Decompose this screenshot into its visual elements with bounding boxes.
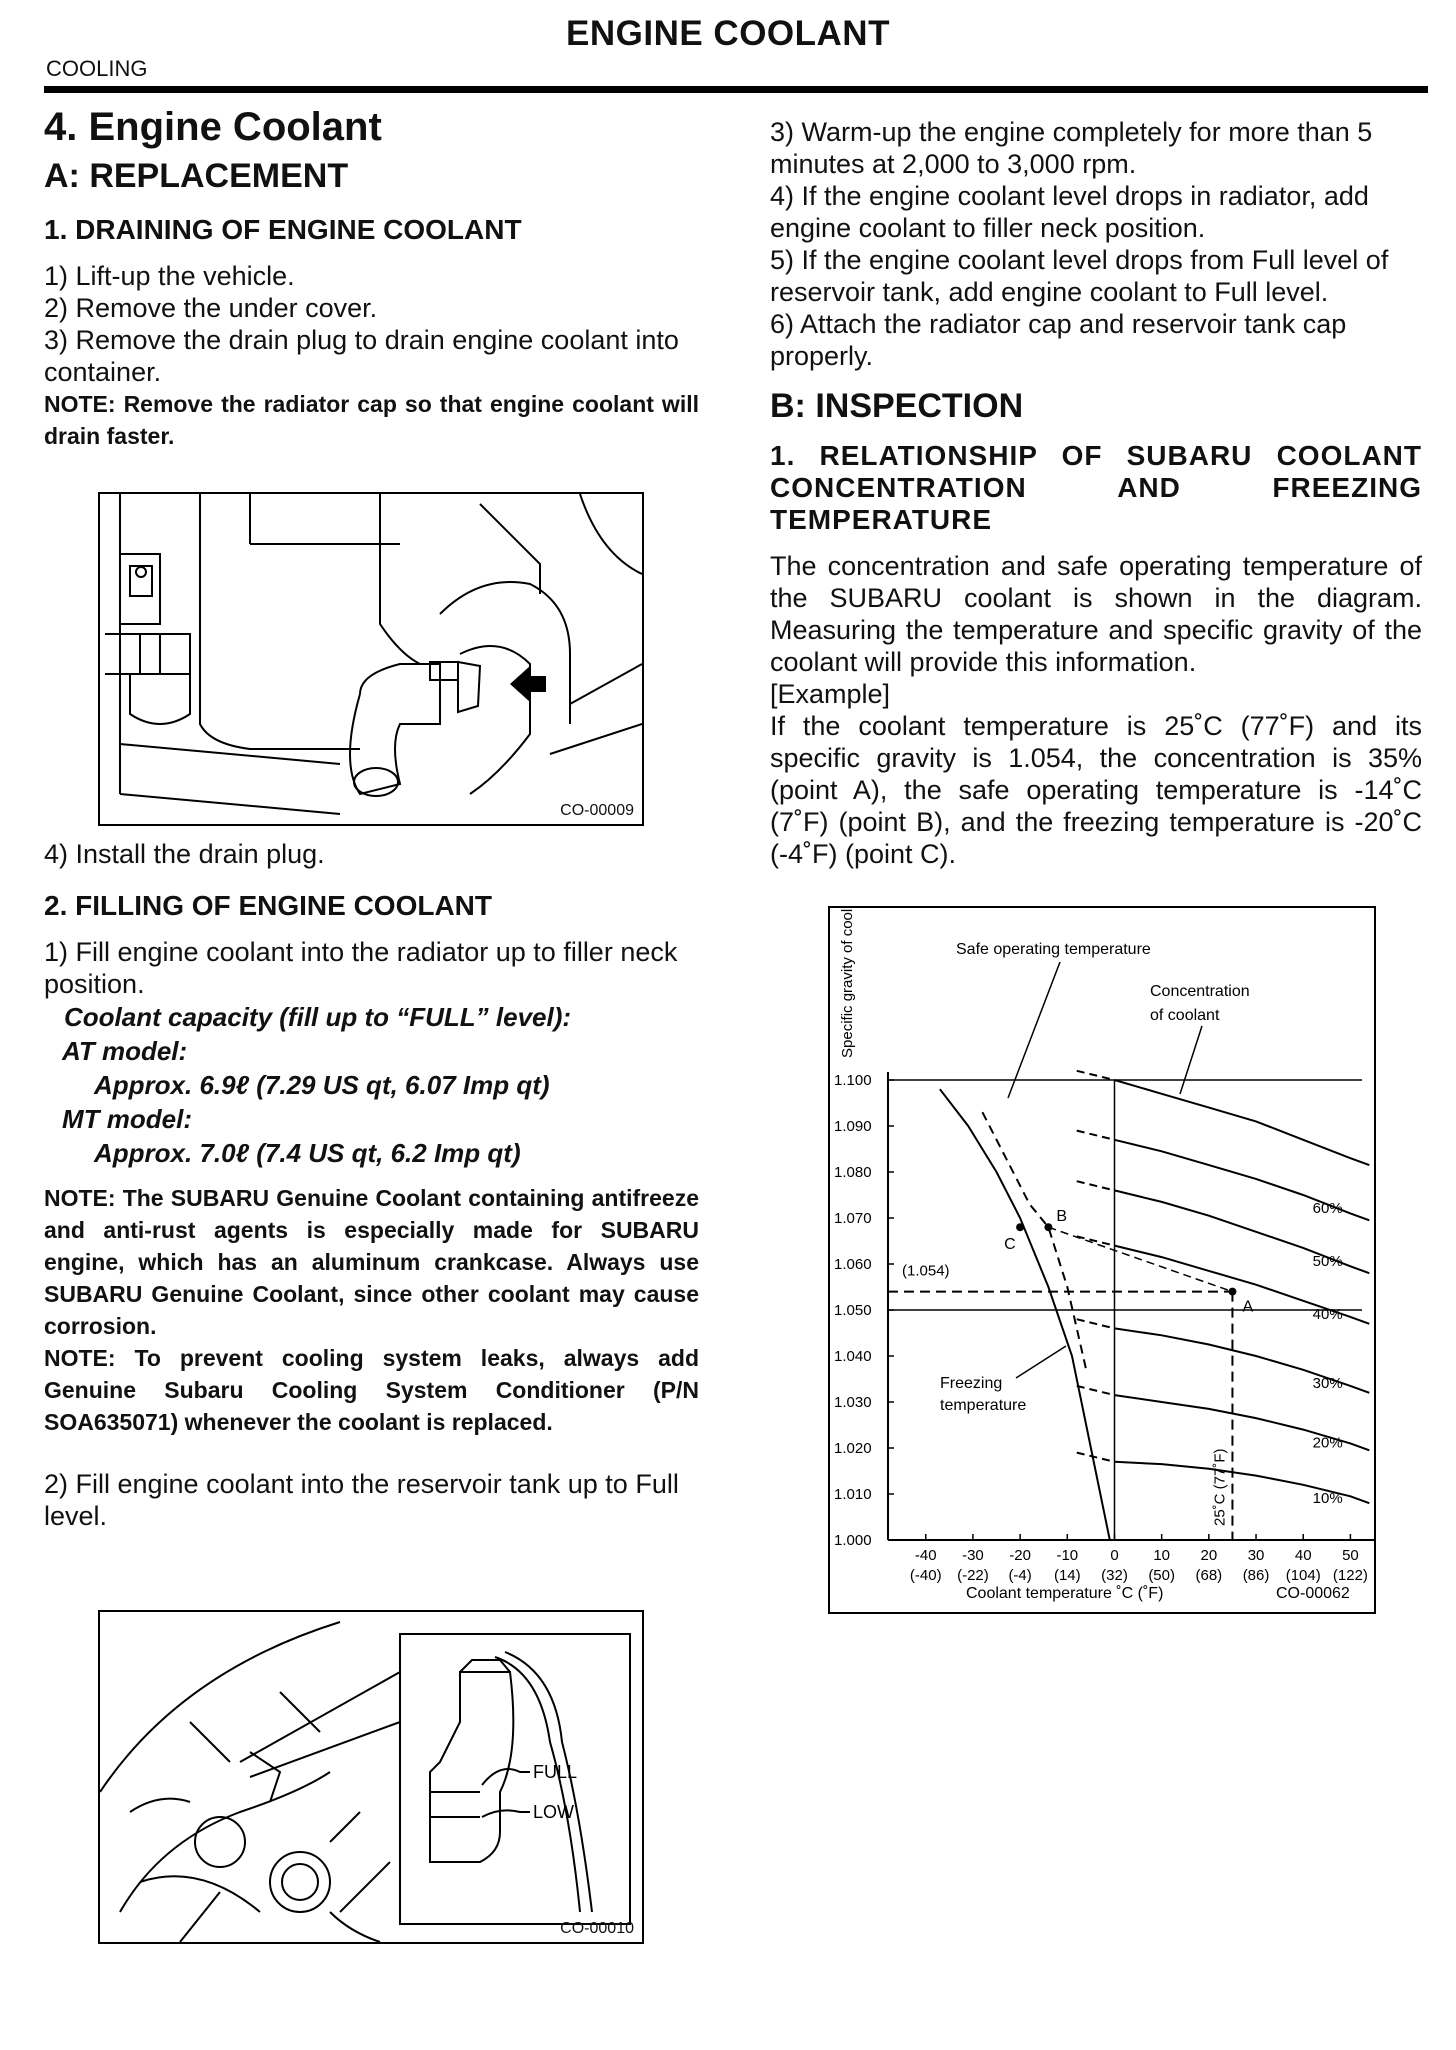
reservoir-tank-figure bbox=[98, 1610, 644, 1944]
y-tick-label: 1.050 bbox=[834, 1302, 872, 1319]
fill-step: 2) Fill engine coolant into the reservoir tank up to Full level. bbox=[44, 1469, 679, 1531]
series-label: 60% bbox=[1312, 1200, 1343, 1217]
y-axis-label: Specific gravity of coolant bbox=[839, 908, 856, 1058]
series-label: 10% bbox=[1312, 1489, 1343, 1507]
series-leadin bbox=[1077, 1236, 1115, 1245]
series-leadin bbox=[1077, 1453, 1115, 1462]
inspection-heading: B: INSPECTION bbox=[770, 387, 1024, 425]
figure-code: CO-00062 bbox=[1276, 1585, 1350, 1602]
x-tick-label-c: 10 bbox=[1153, 1547, 1171, 1564]
right-column bbox=[770, 116, 1422, 870]
conditioner-note: NOTE: To prevent cooling system leaks, always add Genuine Subaru Cooling System Conditioner (P/N SOA635071) whenever the coolant is replaced. bbox=[44, 1345, 699, 1435]
example-text: If the coolant temperature is 25˚C (77˚F) and its specific gravity is 1.054, the concentration is 35% (point A), the safe operating temperature is -14˚C (7˚F) (point B), and the freezing temperature is -20˚C (-4˚F) (point C). bbox=[770, 711, 1422, 869]
x-tick-label-c: 40 bbox=[1294, 1547, 1312, 1564]
x-axis-label: Coolant temperature ˚C (˚F) bbox=[966, 1585, 1164, 1602]
y-tick-label: 1.020 bbox=[834, 1440, 872, 1457]
warmup-step: 3) Warm-up the engine completely for more than 5 minutes at 2,000 to 3,000 rpm. bbox=[770, 117, 1373, 179]
section-label: COOLING bbox=[46, 56, 148, 81]
y-tick-label: 1.040 bbox=[834, 1348, 872, 1365]
header-rule bbox=[44, 86, 1428, 93]
full-level-label: FULL bbox=[533, 1762, 578, 1782]
reservoir-tank-illustration bbox=[100, 1612, 642, 1942]
mt-model-value: Approx. 7.0ℓ (7.4 US qt, 6.2 Imp qt) bbox=[94, 1138, 521, 1168]
example-label: [Example] bbox=[770, 679, 891, 709]
x-tick-label-c: -40 bbox=[914, 1547, 937, 1564]
figure-code: CO-00010 bbox=[560, 1920, 634, 1937]
annotation-leader bbox=[1008, 962, 1060, 1098]
reservoir-level-step: 5) If the engine coolant level drops from Full level of reservoir tank, add engine coolant to Full level. bbox=[770, 245, 1389, 307]
safe-operating-annotation: Safe operating temperature bbox=[956, 941, 1151, 958]
install-step: 4) Install the drain plug. bbox=[44, 839, 325, 869]
x-tick-label-c: -20 bbox=[1009, 1547, 1031, 1564]
y-tick-label: 1.010 bbox=[834, 1486, 872, 1503]
y-tick-label: 1.090 bbox=[834, 1118, 872, 1135]
x-tick-label-c: 20 bbox=[1200, 1547, 1218, 1564]
y-tick-label: 1.000 bbox=[834, 1532, 872, 1549]
relationship-heading: 1. RELATIONSHIP OF SUBARU COOLANT CONCENTRATION AND FREEZING TEMPERATURE bbox=[770, 440, 1422, 535]
draining-step: 1) Lift-up the vehicle. bbox=[44, 261, 295, 291]
figure-code: CO-00009 bbox=[560, 802, 634, 819]
x-tick-label-f: (68) bbox=[1195, 1567, 1223, 1584]
series-label: 40% bbox=[1312, 1305, 1343, 1323]
x-tick-label-c: 30 bbox=[1247, 1547, 1265, 1564]
series-leadin bbox=[1077, 1319, 1115, 1328]
x-tick-label-f: (122) bbox=[1332, 1567, 1368, 1584]
x-tick-label-c: 50 bbox=[1342, 1547, 1359, 1564]
fill-step: 1) Fill engine coolant into the radiator up to filler neck position. bbox=[44, 937, 678, 999]
freezing-annotation-line2: temperature bbox=[940, 1397, 1027, 1414]
y-tick-label: 1.030 bbox=[834, 1394, 872, 1411]
series-line bbox=[982, 1112, 1086, 1370]
series-leadin bbox=[1077, 1071, 1115, 1080]
filling-heading: 2. FILLING OF ENGINE COOLANT bbox=[44, 890, 492, 921]
capacity-label: Coolant capacity (fill up to “FULL” level): bbox=[64, 1002, 572, 1032]
x-tick-label-f: (86) bbox=[1242, 1567, 1270, 1584]
x-tick-label-f: (14) bbox=[1053, 1567, 1081, 1584]
b-to-a-connector bbox=[1048, 1227, 1232, 1291]
series-label: 30% bbox=[1312, 1374, 1343, 1392]
x-tick-label-c: -30 bbox=[962, 1547, 984, 1564]
low-level-label: LOW bbox=[533, 1802, 575, 1822]
section-heading: 4. Engine Coolant bbox=[44, 105, 382, 149]
series-leadin bbox=[1077, 1181, 1115, 1190]
draining-step: 3) Remove the drain plug to drain engine coolant into container. bbox=[44, 325, 679, 387]
draining-note: NOTE: Remove the radiator cap so that engine coolant will drain faster. bbox=[44, 391, 699, 449]
drain-plug-illustration bbox=[100, 494, 642, 824]
annotation-leader bbox=[1016, 1346, 1066, 1378]
annotation-leader bbox=[1180, 1026, 1202, 1094]
x-tick-label-c: 0 bbox=[1110, 1547, 1119, 1564]
attach-cap-step: 6) Attach the radiator cap and reservoir tank cap properly. bbox=[770, 309, 1347, 371]
series-line bbox=[940, 1089, 1110, 1540]
page-header-title: ENGINE COOLANT bbox=[566, 14, 890, 53]
draining-heading: 1. DRAINING OF ENGINE COOLANT bbox=[44, 214, 522, 245]
temperature-annotation: 25˚C (77˚F) bbox=[1211, 1448, 1229, 1526]
x-tick-label-f: (104) bbox=[1285, 1567, 1321, 1584]
at-model-label: AT model: bbox=[62, 1036, 188, 1066]
coolant-chart-frame bbox=[828, 906, 1376, 1614]
x-tick-label-c: -10 bbox=[1056, 1547, 1079, 1564]
y-tick-label: 1.060 bbox=[834, 1256, 872, 1273]
x-tick-label-f: (32) bbox=[1101, 1567, 1128, 1584]
x-tick-label-f: (50) bbox=[1148, 1567, 1176, 1584]
point-marker bbox=[1044, 1223, 1052, 1231]
series-label: 50% bbox=[1312, 1252, 1343, 1270]
radiator-level-step: 4) If the engine coolant level drops in radiator, add engine coolant to filler neck position. bbox=[770, 181, 1369, 243]
at-model-value: Approx. 6.9ℓ (7.29 US qt, 6.07 Imp qt) bbox=[94, 1070, 550, 1100]
y-tick-label: 1.080 bbox=[834, 1164, 872, 1181]
point-marker bbox=[1016, 1223, 1024, 1231]
x-tick-label-f: (-22) bbox=[957, 1567, 989, 1584]
series-leadin bbox=[1077, 1386, 1115, 1395]
coolant-chart bbox=[830, 908, 1374, 1612]
concentration-annotation-line2: of coolant bbox=[1150, 1007, 1220, 1024]
point-label: A bbox=[1242, 1298, 1254, 1316]
y-tick-label: 1.070 bbox=[834, 1210, 872, 1227]
x-tick-label-f: (-40) bbox=[909, 1567, 942, 1584]
y-tick-label: 1.100 bbox=[834, 1072, 872, 1089]
mt-model-label: MT model: bbox=[62, 1104, 192, 1134]
drain-plug-figure bbox=[98, 492, 644, 826]
left-column-2 bbox=[44, 838, 699, 1532]
arrow-icon bbox=[510, 666, 546, 702]
point-label: B bbox=[1056, 1208, 1068, 1226]
point-label: C bbox=[1004, 1236, 1016, 1254]
reference-gravity-label: (1.054) bbox=[902, 1262, 950, 1280]
concentration-annotation-line1: Concentration bbox=[1150, 983, 1250, 1000]
freezing-annotation-line1: Freezing bbox=[940, 1375, 1003, 1392]
x-tick-label-f: (-4) bbox=[1008, 1567, 1032, 1584]
left-column bbox=[44, 104, 699, 452]
series-label: 20% bbox=[1312, 1434, 1343, 1452]
point-marker bbox=[1228, 1288, 1236, 1296]
inspection-paragraph: The concentration and safe operating temperature of the SUBARU coolant is shown in the diagram. Measuring the temperature and specific gravity of the coolant will provide this information. bbox=[770, 551, 1422, 677]
series-leadin bbox=[1077, 1131, 1115, 1140]
draining-step: 2) Remove the under cover. bbox=[44, 293, 378, 323]
genuine-coolant-note: NOTE: The SUBARU Genuine Coolant containing antifreeze and anti-rust agents is especially made for SUBARU engine, which has an aluminum crankcase. Always use SUBARU Genuine Coolant, since other coolant may cause corrosion. bbox=[44, 1185, 699, 1339]
series-line bbox=[1115, 1080, 1370, 1165]
subsection-heading: A: REPLACEMENT bbox=[44, 157, 349, 195]
